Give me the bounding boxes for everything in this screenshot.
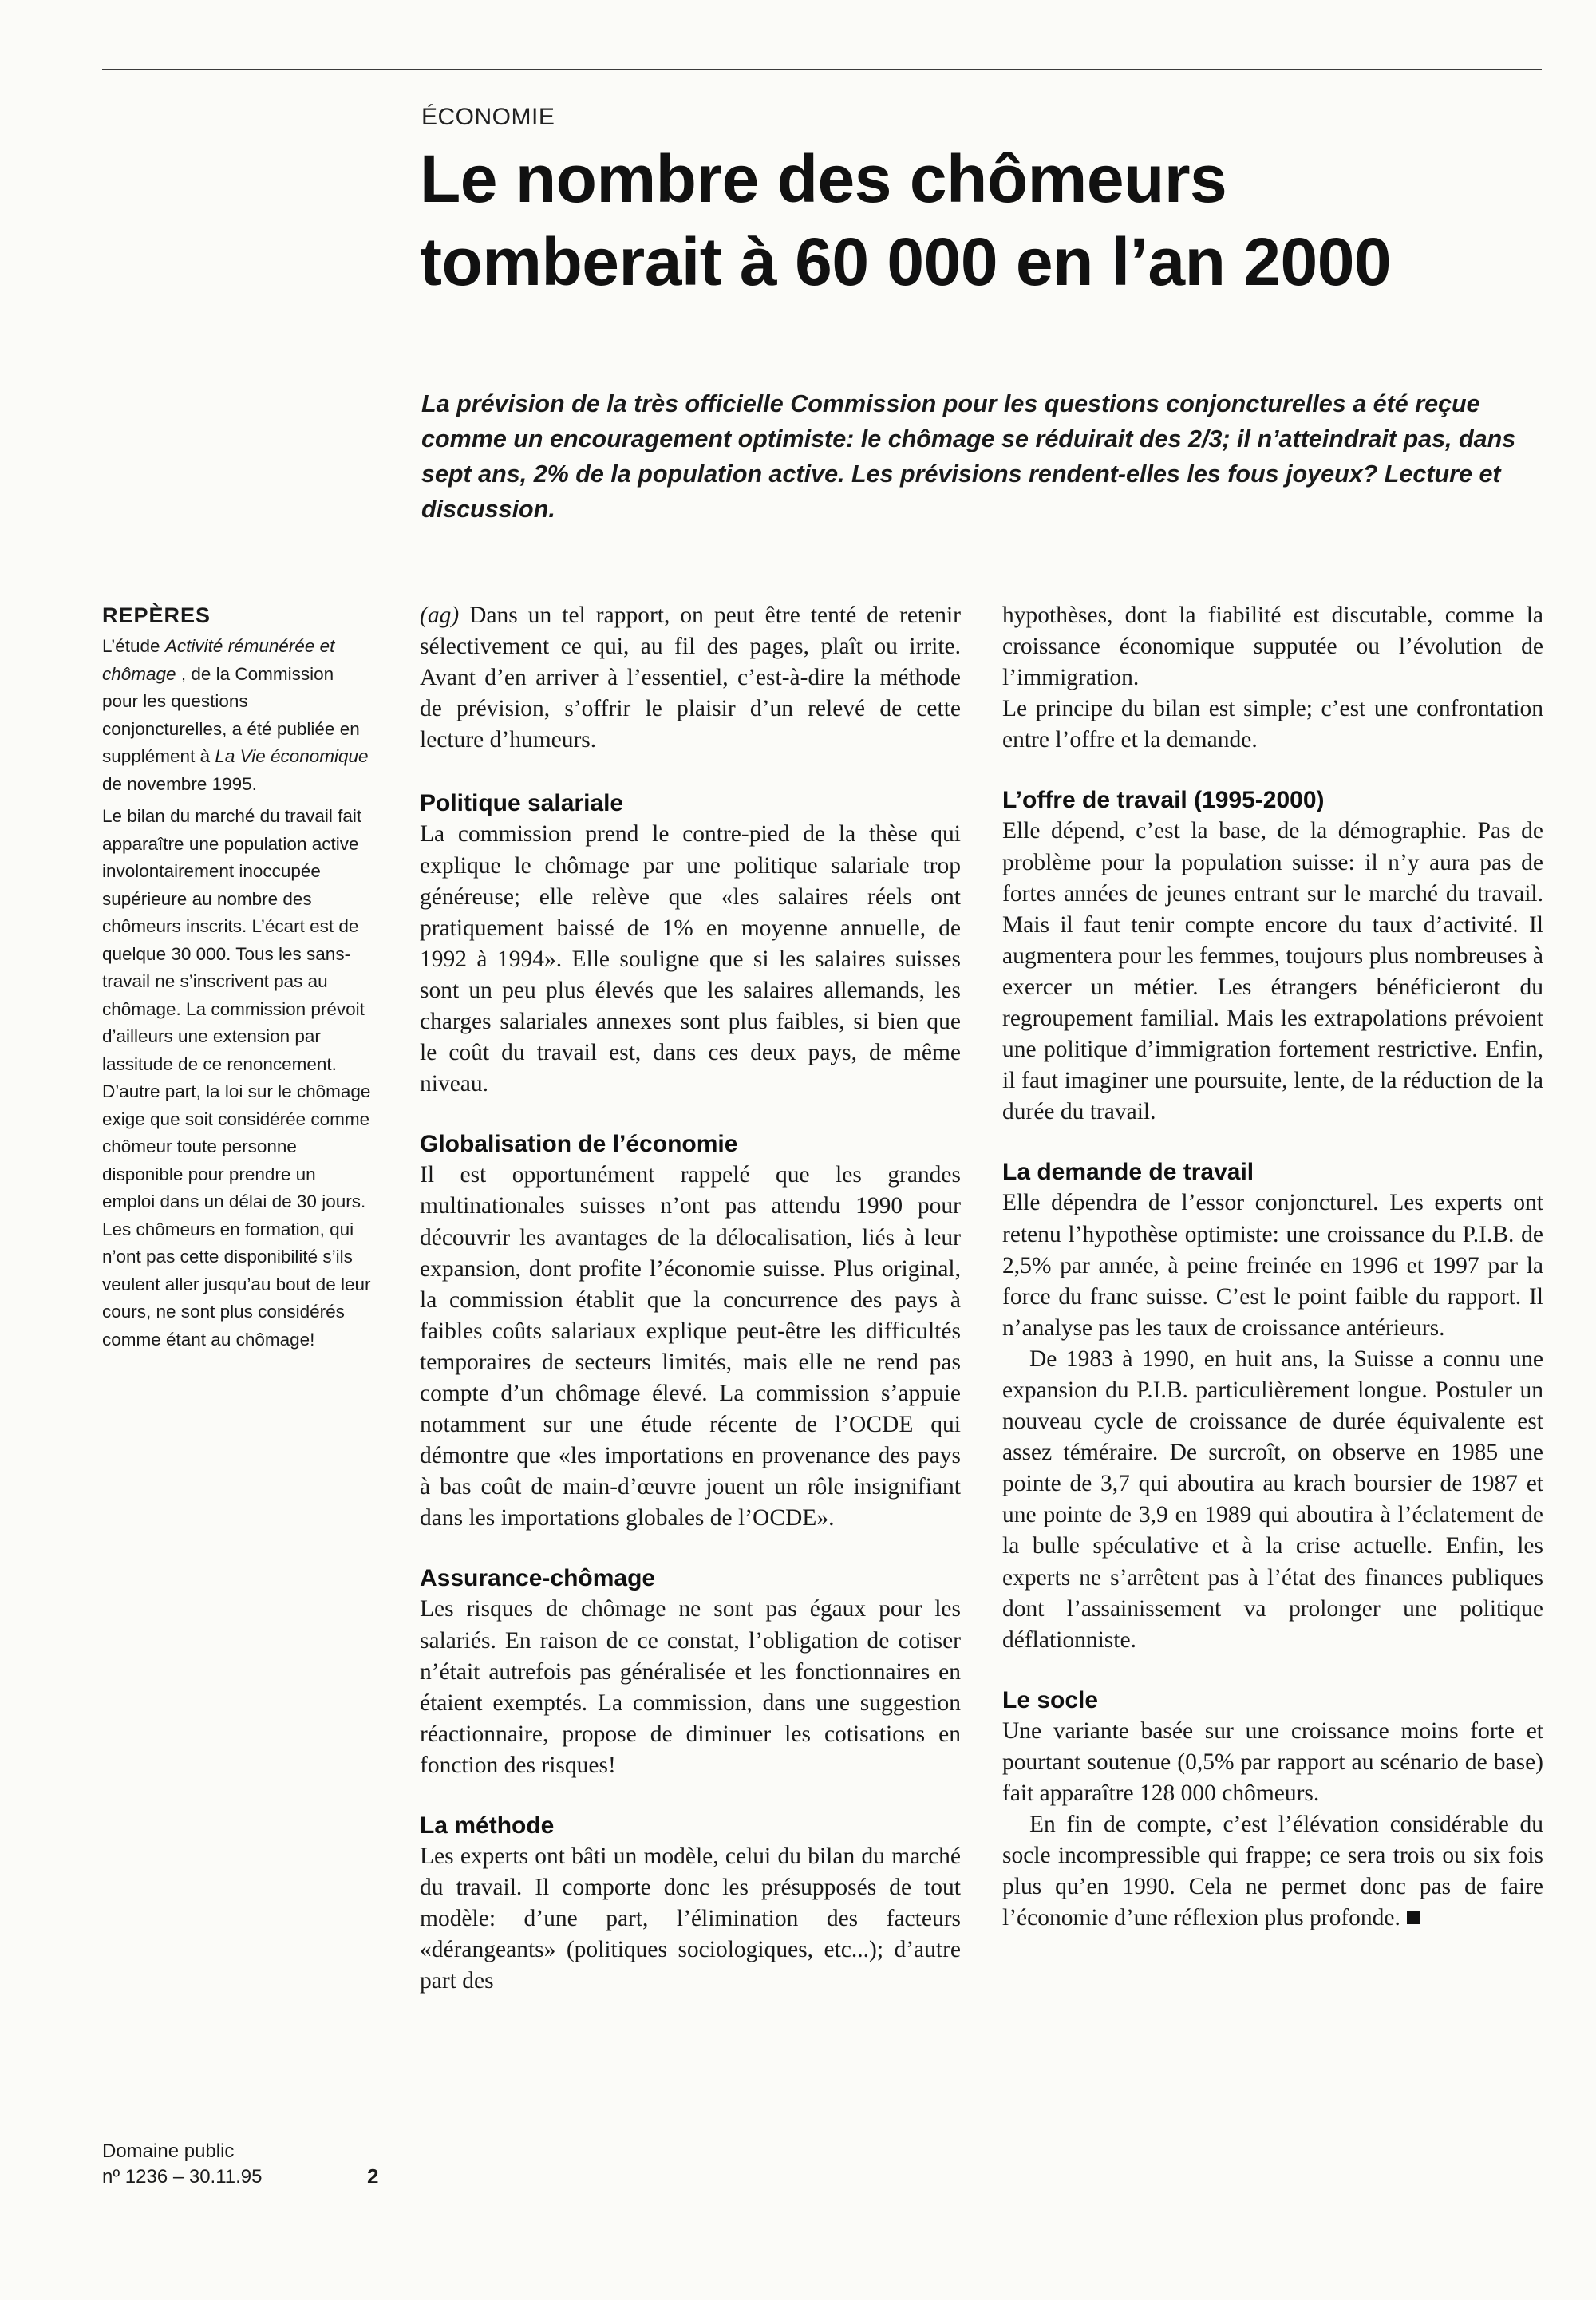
subhead-politique-salariale: Politique salariale	[420, 790, 624, 817]
paragraph-methode-2: Le principe du bilan est simple; c’est une confrontation entre l’offre et la demande.	[1002, 696, 1543, 753]
intro-paragraph	[420, 600, 961, 756]
section-label: ÉCONOMIE	[421, 104, 555, 130]
paragraph-offre-travail: Elle dépend, c’est la base, de la démographie. Pas de problème pour la population suisse: il n’y aura pas de fortes années de jeunes entrant sur le marché du travail. Mais il faut tenir compte encore du taux d’activité. Il augmentera pour les femmes, toujours plus nombreuses à exercer un métier. Les étrangers bénéficieront du regroupement familial. Mais les extrapolations prévoient une politique d’immigration fortement restrictive. Enfin, il faut imaginer une poursuite, lente, de la réduction de la durée du travail.	[1002, 818, 1543, 1125]
sidebar-paragraph-2: Le bilan du marché du travail fait apparaître une population active involontairement inoccupée supérieure au nombre des chômeurs inscrits. L’écart est de quelque 30 000. Tous les sans-travail ne s’inscrivent pas au chômage. La commission prévoit d’ailleurs une extension par lassitude de ce renoncement. D’autre part, la loi sur le chômage exige que soit considérée comme chômeur toute personne disponible pour prendre un emploi dans un délai de 30 jours. Les chômeurs en formation, qui n’ont pas cette disponibilité s’ils veulent aller jusqu’au bout de leur cours, ne sont plus considérés comme étant au chômage!	[102, 806, 371, 1350]
subhead-assurance-chomage: Assurance-chômage	[420, 1565, 656, 1592]
sidebar-paragraph-1	[102, 633, 373, 798]
sidebar-text-b: , de la Commission pour les questions conjoncturelles, a été publiée en supplément à	[102, 663, 360, 766]
author-initials: (ag)	[420, 603, 460, 628]
sidebar-study-title: Activité rémunérée et chômage	[102, 636, 335, 684]
page-number: 2	[367, 2164, 379, 2188]
paragraph-demande-travail-2: De 1983 à 1990, en huit ans, la Suisse a connu une expansion du P.I.B. particulièrement longue. Postuler un nouveau cycle de croissance de durée équivalente est assez téméraire. De surcroît, on observe en 1985 une pointe de 3,7 qui aboutira au krach boursier de 1987 et une pointe de 3,9 en 1989 qui aboutira à l’éclatement de la bulle spéculative et à la crise actuelle. Enfin, les experts ne s’arrêtent pas à l’état des finances publiques dont l’assainissement va prolonger une politique déflationniste.	[1002, 1346, 1543, 1653]
subhead-offre-travail: L’offre de travail (1995-2000)	[1002, 787, 1325, 814]
subhead-globalisation: Globalisation de l’économie	[420, 1131, 738, 1158]
headline-line-2: tomberait à 60 000 en l’an 2000	[420, 224, 1392, 299]
paragraph-socle: Une variante basée sur une croissance moins forte et pourtant soutenue (0,5% par rapport au scénario de base) fait apparaître 128 000 chômeurs.	[1002, 1717, 1543, 1806]
article-column-2	[1002, 600, 1543, 1934]
subhead-demande-travail: La demande de travail	[1002, 1159, 1254, 1186]
sidebar-reperes	[102, 603, 373, 1358]
paragraph-socle-2	[1002, 1809, 1543, 1934]
end-of-article-mark	[1407, 1911, 1420, 1924]
paragraph-demande-travail: Elle dépendra de l’essor conjoncturel. Les experts ont retenu l’hypothèse optimiste: une croissance du P.I.B. de 2,5% par année, à peine freinée en 1996 et 1997 par la force du franc suisse. C’est le point faible du rapport. Il n’analyse pas les taux de croissance antérieurs.	[1002, 1190, 1543, 1341]
footer-publication	[102, 2139, 263, 2190]
sidebar-text-a: L’étude	[102, 636, 165, 656]
subhead-methode: La méthode	[420, 1812, 555, 1839]
issue-number: nº 1236 – 30.11.95	[102, 2166, 263, 2187]
subhead-socle: Le socle	[1002, 1686, 1099, 1713]
headline-line-1: Le nombre des chômeurs	[420, 141, 1227, 216]
paragraph-politique-salariale: La commission prend le contre-pied de la thèse qui explique le chômage par une politique salariale trop généreuse; elle relève que «les salaires réels ont pratiquement baissé de 1% en moyenne annuelle, de 1992 à 1994». Elle souligne que si les salaires suisses sont un peu plus élevés que les salaires allemands, les charges salariales annexes sont plus faibles, si bien que le coût du travail est, dans ces deux pays, de même niveau.	[420, 821, 961, 1097]
headline	[420, 137, 1521, 303]
publication-name: Domaine public	[102, 2140, 235, 2162]
article-column-1	[420, 600, 961, 1997]
paragraph-methode-continued: hypothèses, dont la fiabilité est discutable, comme la croissance économique supputée ou l’évolution de l’immigration.	[1002, 603, 1543, 691]
conclusion-text: En fin de compte, c’est l’élévation considérable du socle incompressible qui frappe; ce sera trois ou six fois plus qu’en 1990. Cela ne permet donc pas de faire l’économie d’une réflexion plus profonde.	[1002, 1812, 1543, 1931]
lead-paragraph: La prévision de la très officielle Commission pour les questions conjoncturelles a été reçue comme un encouragement optimiste: le chômage se réduirait des 2/3; il n’atteindrait pas, dans sept ans, 2% de la population active. Les prévisions rendent-elles les fous joyeux? Lecture et discussion.	[421, 390, 1516, 523]
paragraph-assurance-chomage: Les risques de chômage ne sont pas égaux pour les salariés. En raison de ce constat, l’obligation de cotiser n’était autrefois pas généralisée et les fonctionnaires en étaient exemptés. La commission, dans une suggestion réactionnaire, propose de diminuer les cotisations en fonction des risques!	[420, 1596, 961, 1778]
sidebar-heading: REPÈRES	[102, 603, 211, 627]
sidebar-text-c: de novembre 1995.	[102, 773, 257, 794]
paragraph-methode: Les experts ont bâti un modèle, celui du bilan du marché du travail. Il comporte donc les présupposés de tout modèle: d’une part, l’élimination des facteurs «dérangeants» (politiques sociologiques, etc...); d’autre part des	[420, 1844, 961, 1994]
top-rule	[102, 69, 1542, 70]
intro-text: Dans un tel rapport, on peut être tenté de retenir sélectivement ce qui, au fil des pages, plaît ou irrite. Avant d’en arriver à l’essentiel, c’est-à-dire la méthode de prévision, s’offrir le plaisir d’un relevé de cette lecture d’humeurs.	[420, 603, 961, 753]
paragraph-globalisation: Il est opportunément rappelé que les grandes multinationales suisses n’ont pas attendu 1990 pour découvrir les avantages de la délocalisation, liés à leur expansion, dont profite l’économie suisse. Plus original, la commission établit que la concurrence des pays à faibles coûts salariaux explique peut-être les difficultés temporaires de secteurs limités, mais elle ne rend pas compte d’un chômage élevé. La commission s’appuie notamment sur une étude récente de l’OCDE qui démontre que «les importations en provenance des pays à bas coût de main-d’œuvre jouent un rôle insignifiant dans les importations globales de l’OCDE».	[420, 1162, 961, 1531]
sidebar-journal-title: La Vie économique	[215, 746, 369, 766]
